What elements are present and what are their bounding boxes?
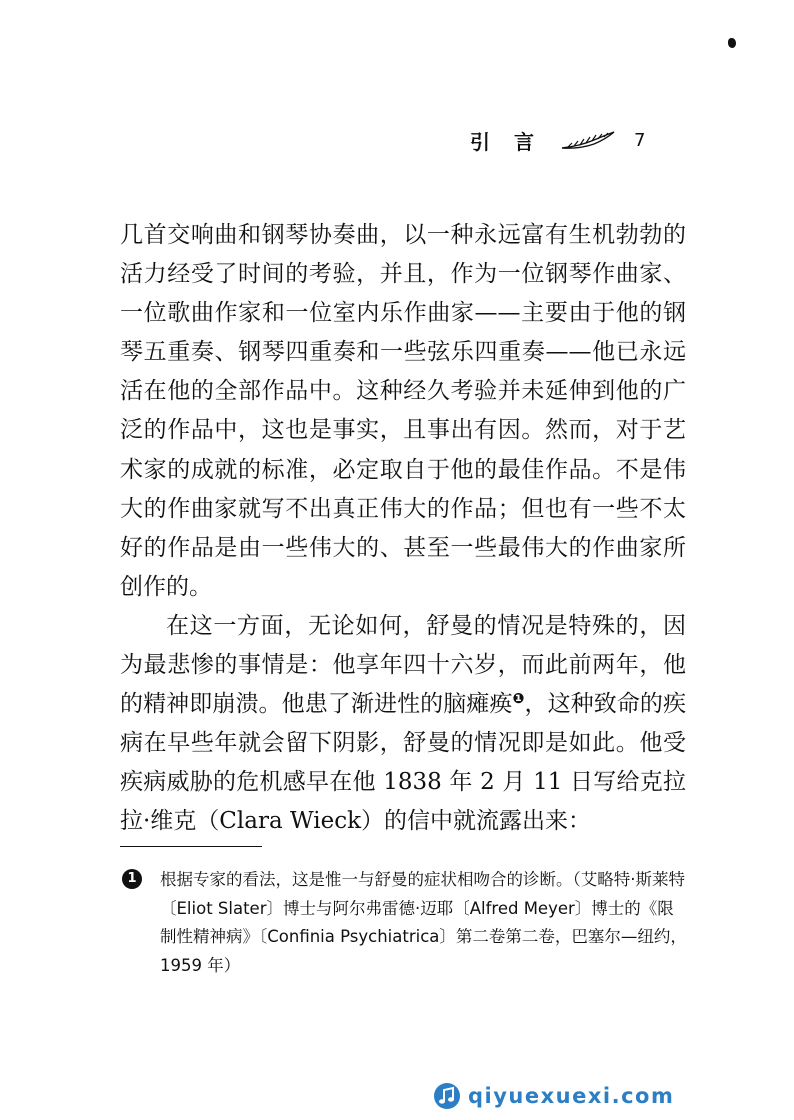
footnote-marker: 1 [122, 869, 142, 889]
feather-ornament-icon [560, 130, 616, 152]
footnote [127, 866, 690, 980]
page-header [470, 126, 670, 158]
body-text [120, 216, 686, 842]
paragraph-2-part-1: 在这一方面，无论如何，舒曼的情况是特殊的，因为最悲惨的事情是：他享年四十六岁，而此前两年，他的精神即崩溃。他患了渐进性的脑瘫痪 [120, 612, 686, 718]
footnote-divider [120, 846, 262, 847]
watermark [432, 1079, 762, 1113]
footnote-text: 根据专家的看法，这是惟一与舒曼的症状相吻合的诊断。（艾略特·斯莱特〔Eliot Slater〕博士与阿尔弗雷德·迈耶〔Alfred Meyer〕博士的《限制性精神病》〔Confinia Psychiatrica〕第二卷第二卷，巴塞尔—纽约，1959 年） [160, 870, 687, 975]
paragraph-2-part-2: ，这种致命的疾病在早些年就会留下阴影，舒曼的情况即是如此。他受疾病威胁的危机感早在他 1838 年 2 月 11 日写给克拉拉·维克（Clara Wieck）的信中就流露出来： [120, 691, 687, 835]
running-title: 引言 [470, 130, 558, 154]
paragraph-1: 几首交响曲和钢琴协奏曲，以一种永远富有生机勃勃的活力经受了时间的考验，并且，作为一位钢琴作曲家、一位歌曲作家和一位室内乐作曲家——主要由于他的钢琴五重奏、钢琴四重奏和一些弦乐四重奏——他已永远活在他的全部作品中。这种经久考验并未延伸到他的广泛的作品中，这也是事实，且事出有因。然而，对于艺术家的成就的标准，必定取自于他的最佳作品。不是伟大的作曲家就写不出真正伟大的作品；但也有一些不太好的作品是由一些伟大的、甚至一些最伟大的作曲家所创作的。 [120, 222, 686, 600]
corner-ink-mark [728, 38, 736, 48]
music-note-logo-icon [432, 1081, 462, 1111]
page-number: 7 [634, 130, 646, 151]
watermark-text: qiyuexuexi.com [468, 1084, 675, 1108]
footnote-reference[interactable]: ❶ [512, 691, 525, 708]
paragraph-2 [120, 607, 686, 842]
